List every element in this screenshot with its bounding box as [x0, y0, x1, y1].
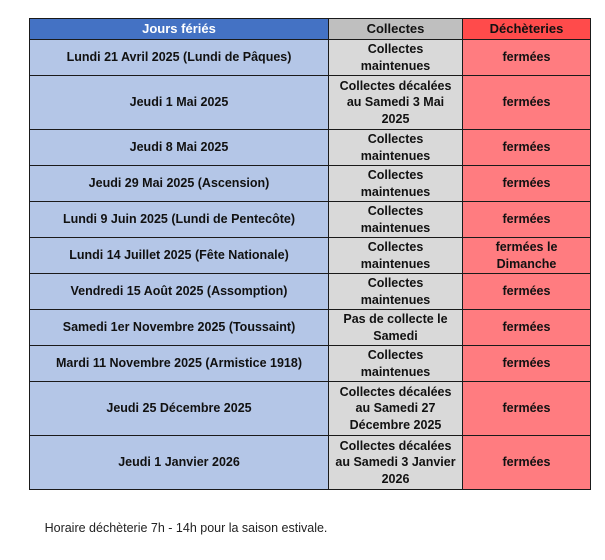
- cell-collectes: Collectes maintenues: [329, 202, 463, 238]
- cell-collectes: Collectes maintenues: [329, 346, 463, 382]
- table-row: [30, 202, 591, 238]
- table-row: [30, 238, 591, 274]
- cell-jour: Jeudi 1 Janvier 2026: [30, 436, 329, 490]
- cell-jour: Jeudi 1 Mai 2025: [30, 76, 329, 130]
- cell-decheteries: fermées: [463, 346, 591, 382]
- cell-decheteries: fermées: [463, 274, 591, 310]
- cell-collectes: Pas de collecte le Samedi: [329, 310, 463, 346]
- cell-collectes: Collectes maintenues: [329, 274, 463, 310]
- cell-jour: Mardi 11 Novembre 2025 (Armistice 1918): [30, 346, 329, 382]
- table-row: [30, 436, 591, 490]
- cell-jour: Lundi 14 Juillet 2025 (Fête Nationale): [30, 238, 329, 274]
- cell-decheteries: fermées: [463, 130, 591, 166]
- cell-collectes: Collectes maintenues: [329, 238, 463, 274]
- cell-decheteries: fermées: [463, 40, 591, 76]
- table-row: [30, 40, 591, 76]
- table-row: [30, 166, 591, 202]
- table-row: [30, 76, 591, 130]
- cell-decheteries: fermées le Dimanche: [463, 238, 591, 274]
- cell-jour: Jeudi 29 Mai 2025 (Ascension): [30, 166, 329, 202]
- cell-decheteries: fermées: [463, 202, 591, 238]
- cell-collectes: Collectes décalées au Samedi 3 Janvier 2026: [329, 436, 463, 490]
- table-row: [30, 346, 591, 382]
- cell-decheteries: fermées: [463, 436, 591, 490]
- cell-jour: Jeudi 25 Décembre 2025: [30, 382, 329, 436]
- cell-decheteries: fermées: [463, 166, 591, 202]
- cell-collectes: Collectes décalées au Samedi 3 Mai 2025: [329, 76, 463, 130]
- cell-decheteries: fermées: [463, 382, 591, 436]
- cell-decheteries: fermées: [463, 310, 591, 346]
- cell-jour: Vendredi 15 Août 2025 (Assomption): [30, 274, 329, 310]
- opening-hours-note: Horaire déchèterie 7h - 14h pour la saison estivale.: [44, 521, 328, 535]
- cell-jour: Lundi 21 Avril 2025 (Lundi de Pâques): [30, 40, 329, 76]
- table-row: [30, 382, 591, 436]
- table-row: [30, 274, 591, 310]
- holiday-schedule-table: [29, 18, 591, 490]
- header-decheteries: Déchèteries: [463, 19, 591, 40]
- cell-collectes: Collectes décalées au Samedi 27 Décembre 2025: [329, 382, 463, 436]
- cell-jour: Lundi 9 Juin 2025 (Lundi de Pentecôte): [30, 202, 329, 238]
- table-row: [30, 310, 591, 346]
- header-collectes: Collectes: [329, 19, 463, 40]
- header-jours-feries: Jours fériés: [30, 19, 329, 40]
- cell-collectes: Collectes maintenues: [329, 130, 463, 166]
- cell-decheteries: fermées: [463, 76, 591, 130]
- cell-jour: Jeudi 8 Mai 2025: [30, 130, 329, 166]
- table-row: [30, 130, 591, 166]
- table-header-row: [30, 19, 591, 40]
- cell-jour: Samedi 1er Novembre 2025 (Toussaint): [30, 310, 329, 346]
- cell-collectes: Collectes maintenues: [329, 40, 463, 76]
- cell-collectes: Collectes maintenues: [329, 166, 463, 202]
